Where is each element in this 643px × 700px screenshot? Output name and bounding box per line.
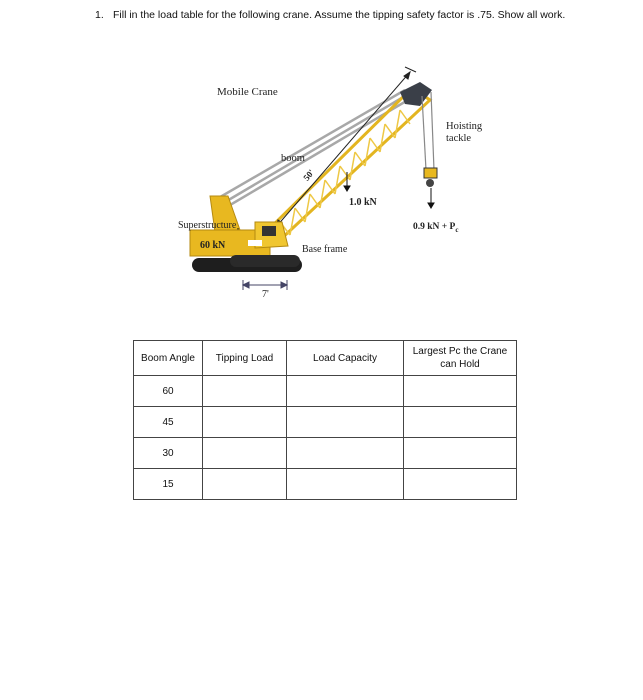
superstructure-load-label: 60 kN <box>200 240 226 251</box>
header-boom-angle: Boom Angle <box>134 341 203 376</box>
base-width-label: 7' <box>262 289 269 300</box>
question-text: Fill in the load table for the following crane. Assume the tipping safety factor is .75. Show all work. <box>113 9 566 21</box>
tipping-load-cell[interactable] <box>203 438 287 469</box>
boom-label: boom <box>281 153 305 164</box>
largest-pc-cell[interactable] <box>404 469 517 500</box>
hook-block-icon <box>424 168 437 187</box>
boom-angle-cell: 30 <box>134 438 203 469</box>
boom-length-label: 50' <box>301 167 317 183</box>
crawler-tracks <box>192 255 302 272</box>
table-row <box>134 407 517 438</box>
load-capacity-cell[interactable] <box>287 438 404 469</box>
hoisting-tackle-label-2: tackle <box>446 133 472 144</box>
header-load-capacity: Load Capacity <box>287 341 404 376</box>
boom-length-dimension <box>276 67 416 227</box>
boom-load-label: 1.0 kN <box>349 197 377 208</box>
boom-angle-cell: 45 <box>134 407 203 438</box>
crane-illustration <box>0 0 643 320</box>
superstructure-label: Superstructure <box>178 220 237 231</box>
table-row <box>134 469 517 500</box>
load-capacity-cell[interactable] <box>287 469 404 500</box>
load-capacity-cell[interactable] <box>287 407 404 438</box>
header-largest-pc: Largest Pc the Crane can Hold <box>404 341 517 376</box>
tipping-load-cell[interactable] <box>203 469 287 500</box>
largest-pc-cell[interactable] <box>404 376 517 407</box>
tipping-load-cell[interactable] <box>203 407 287 438</box>
largest-pc-cell[interactable] <box>404 407 517 438</box>
tipping-load-cell[interactable] <box>203 376 287 407</box>
boom-angle-cell: 15 <box>134 469 203 500</box>
table-row <box>134 376 517 407</box>
table-header-row <box>134 341 517 376</box>
base-frame-label: Base frame <box>302 244 348 255</box>
question-number: 1. <box>95 9 104 21</box>
table-row <box>134 438 517 469</box>
load-capacity-cell[interactable] <box>287 376 404 407</box>
figure-title: Mobile Crane <box>217 86 278 98</box>
hook-load-label: 0.9 kN + $P_c$ <box>413 222 459 234</box>
largest-pc-cell[interactable] <box>404 438 517 469</box>
hoisting-tackle-label-1: Hoisting <box>446 121 483 132</box>
header-tipping-load: Tipping Load <box>203 341 287 376</box>
boom-angle-cell: 60 <box>134 376 203 407</box>
load-table <box>133 340 517 500</box>
